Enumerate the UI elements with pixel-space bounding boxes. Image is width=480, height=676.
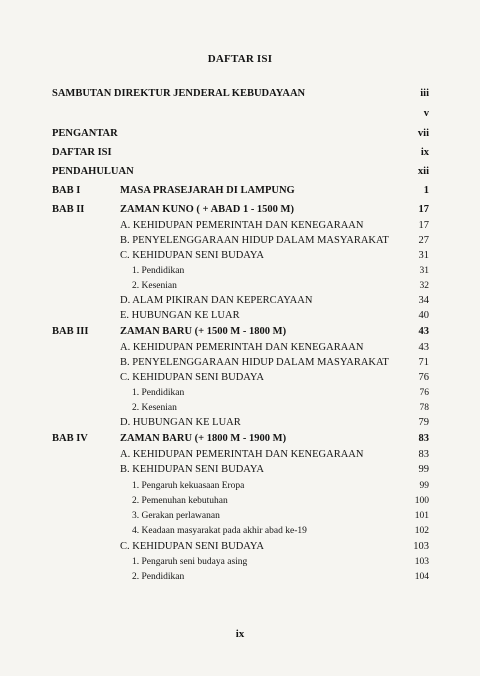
entry-page: 43 bbox=[418, 326, 429, 337]
toc-entry bbox=[0, 555, 480, 569]
entry-page: 76 bbox=[419, 388, 429, 398]
entry-label: 2. Kesenian bbox=[132, 403, 177, 413]
entry-page: 101 bbox=[414, 511, 429, 521]
toc-entry bbox=[0, 107, 480, 121]
entry-page: 103 bbox=[413, 541, 429, 552]
entry-label: C. KEHIDUPAN SENI BUDAYA bbox=[120, 541, 264, 552]
toc-entry bbox=[0, 279, 480, 293]
entry-page: 34 bbox=[418, 295, 429, 306]
entry-label: A. KEHIDUPAN PEMERINTAH DAN KENEGARAAN bbox=[120, 449, 364, 460]
entry-page: 40 bbox=[418, 310, 429, 321]
toc-entry bbox=[0, 416, 480, 430]
toc-entry bbox=[0, 264, 480, 278]
toc-chapter bbox=[0, 184, 480, 198]
toc-entry bbox=[0, 494, 480, 508]
toc-chapter bbox=[0, 432, 480, 446]
toc-entry bbox=[0, 87, 480, 101]
entry-page: vii bbox=[417, 128, 429, 139]
chapter-number: BAB IV bbox=[52, 433, 88, 444]
entry-page: 79 bbox=[418, 417, 429, 428]
entry-label: PENDAHULUAN bbox=[52, 166, 134, 177]
entry-label: DAFTAR ISI bbox=[52, 147, 112, 158]
toc-chapter bbox=[0, 203, 480, 217]
toc-entry bbox=[0, 479, 480, 493]
entry-page: 104 bbox=[414, 572, 429, 582]
entry-label: E. HUBUNGAN KE LUAR bbox=[120, 310, 240, 321]
entry-page: 99 bbox=[419, 481, 429, 491]
toc-entry bbox=[0, 234, 480, 248]
entry-label: B. PENYELENGGARAAN HIDUP DALAM MASYARAKAT bbox=[120, 357, 389, 368]
entry-page: 99 bbox=[418, 464, 429, 475]
toc-entry bbox=[0, 219, 480, 233]
toc-entry bbox=[0, 371, 480, 385]
chapter-title: ZAMAN BARU (+ 1800 M - 1900 M) bbox=[120, 433, 287, 444]
entry-label: 1. Pendidikan bbox=[132, 388, 185, 398]
entry-page: 31 bbox=[419, 266, 429, 276]
page-number: ix bbox=[235, 628, 245, 640]
page-title: DAFTAR ISI bbox=[207, 53, 273, 65]
entry-label: C. KEHIDUPAN SENI BUDAYA bbox=[120, 372, 264, 383]
entry-page: 103 bbox=[414, 557, 429, 567]
chapter-number: BAB II bbox=[52, 204, 85, 215]
entry-label: SAMBUTAN DIREKTUR JENDERAL KEBUDAYAAN bbox=[52, 88, 306, 99]
entry-page: 102 bbox=[414, 526, 429, 536]
entry-label: 3. Gerakan perlawanan bbox=[132, 511, 220, 521]
entry-page: v bbox=[423, 108, 429, 119]
chapter-title: MASA PRASEJARAH DI LAMPUNG bbox=[120, 185, 295, 196]
entry-label: C. KEHIDUPAN SENI BUDAYA bbox=[120, 250, 264, 261]
toc-entry bbox=[0, 356, 480, 370]
toc-entry bbox=[0, 401, 480, 415]
entry-label: 2. Pemenuhan kebutuhan bbox=[132, 496, 228, 506]
entry-label: 4. Keadaan masyarakat pada akhir abad ke-19 bbox=[132, 526, 307, 536]
chapter-title: ZAMAN KUNO ( + ABAD 1 - 1500 M) bbox=[120, 204, 294, 215]
entry-page: 17 bbox=[418, 220, 429, 231]
entry-page: iii bbox=[420, 88, 429, 99]
toc-entry bbox=[0, 509, 480, 523]
entry-label: D. HUBUNGAN KE LUAR bbox=[120, 417, 241, 428]
toc-entry bbox=[0, 165, 480, 179]
entry-page: 17 bbox=[418, 204, 429, 215]
toc-entry bbox=[0, 540, 480, 554]
toc-entry bbox=[0, 463, 480, 477]
entry-page: 100 bbox=[414, 496, 429, 506]
entry-label: 1. Pengaruh kekuasaan Eropa bbox=[132, 481, 245, 491]
entry-label: 2. Pendidikan bbox=[132, 572, 185, 582]
entry-page: ix bbox=[420, 147, 429, 158]
entry-page: 78 bbox=[419, 403, 429, 413]
entry-label: B. PENYELENGGARAAN HIDUP DALAM MASYARAKAT bbox=[120, 235, 389, 246]
entry-label: PENGANTAR bbox=[52, 128, 118, 139]
toc-entry bbox=[0, 341, 480, 355]
entry-page: 31 bbox=[418, 250, 429, 261]
entry-page: 1 bbox=[423, 185, 429, 196]
toc-entry bbox=[0, 146, 480, 160]
toc-entry bbox=[0, 294, 480, 308]
entry-page: 43 bbox=[418, 342, 429, 353]
chapter-number: BAB I bbox=[52, 185, 81, 196]
entry-label: A. KEHIDUPAN PEMERINTAH DAN KENEGARAAN bbox=[120, 220, 364, 231]
entry-page: 83 bbox=[418, 449, 429, 460]
entry-label: 2. Kesenian bbox=[132, 281, 177, 291]
toc-entry bbox=[0, 127, 480, 141]
toc-entry bbox=[0, 570, 480, 584]
toc-entry bbox=[0, 448, 480, 462]
entry-page: xii bbox=[417, 166, 429, 177]
entry-page: 32 bbox=[419, 281, 429, 291]
entry-label: 1. Pendidikan bbox=[132, 266, 185, 276]
toc-entry bbox=[0, 386, 480, 400]
toc-chapter bbox=[0, 325, 480, 339]
entry-label: 1. Pengaruh seni budaya asing bbox=[132, 557, 248, 567]
entry-page: 83 bbox=[418, 433, 429, 444]
toc-entry bbox=[0, 524, 480, 538]
entry-page: 71 bbox=[418, 357, 429, 368]
chapter-number: BAB III bbox=[52, 326, 89, 337]
toc-entry bbox=[0, 309, 480, 323]
toc-entry bbox=[0, 249, 480, 263]
entry-page: 27 bbox=[418, 235, 429, 246]
entry-page: 76 bbox=[418, 372, 429, 383]
entry-label: A. KEHIDUPAN PEMERINTAH DAN KENEGARAAN bbox=[120, 342, 364, 353]
chapter-title: ZAMAN BARU (+ 1500 M - 1800 M) bbox=[120, 326, 287, 337]
entry-label: B. KEHIDUPAN SENI BUDAYA bbox=[120, 464, 264, 475]
entry-label: D. ALAM PIKIRAN DAN KEPERCAYAAN bbox=[120, 295, 313, 306]
